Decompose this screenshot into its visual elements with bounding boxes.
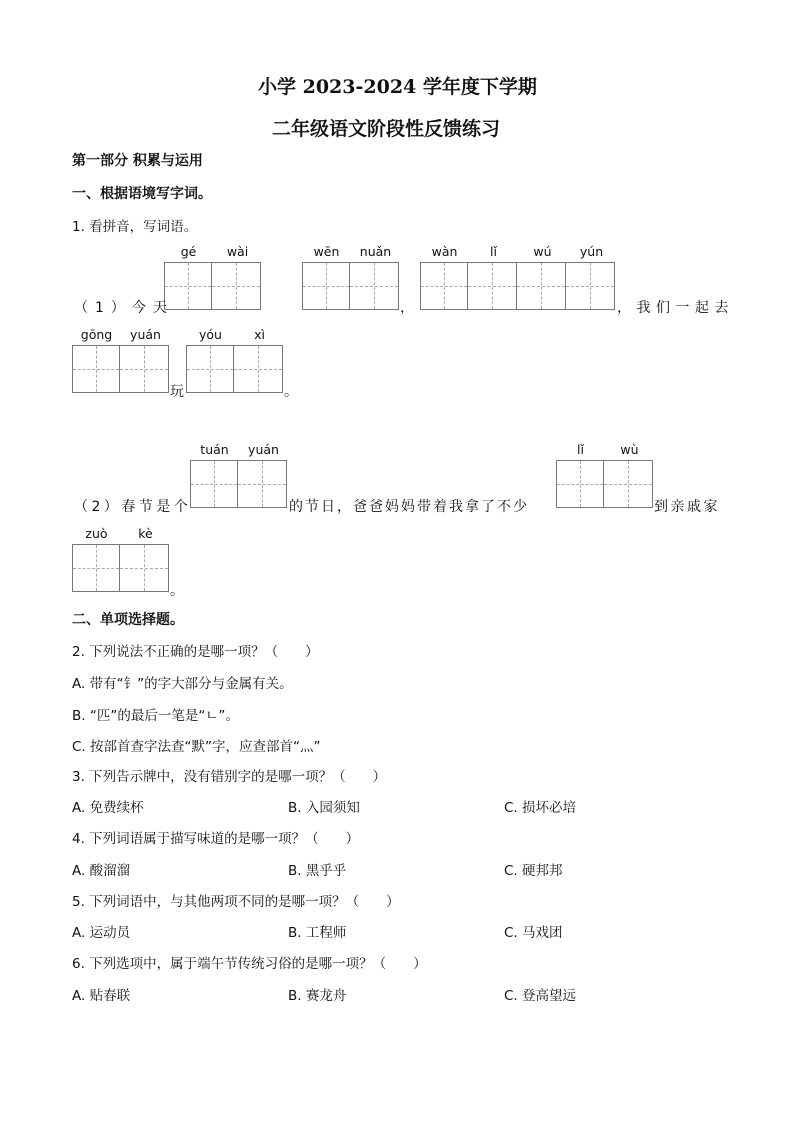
writing-cell[interactable] [120,345,169,393]
sentence1-prefix: （1）今天 [74,300,174,316]
writing-cell[interactable] [420,262,468,310]
section1-heading: 一、根据语境写字词。 [72,186,212,202]
pinyin: wēn [313,244,340,259]
pinyin: kè [138,526,153,541]
writing-cell[interactable] [468,262,517,310]
pinyin: wú [533,244,552,259]
section2-heading: 二、单项选择题。 [72,612,184,628]
pinyin-row-gewai [164,244,262,259]
option-a[interactable]: A. 免费续杯 [72,800,144,816]
pinyin: wù [620,442,639,457]
pinyin: yún [579,244,604,259]
writing-grid-zuoke[interactable] [72,544,169,592]
pinyin: tuán [200,442,229,457]
sentence1-play: 玩 [170,384,184,400]
option-b[interactable]: B. 黑乎乎 [288,863,347,879]
option-b[interactable]: B. 入园须知 [288,800,360,816]
option-c[interactable]: C. 按部首查字法查“默”字，应查部首“灬” [72,739,321,755]
page-title-line1: 小学 2023-2024 学年度下学期 [258,76,537,98]
pinyin: yóu [199,327,222,342]
pinyin: gé [180,244,197,259]
option-a[interactable]: A. 带有“钅”的字大部分与金属有关。 [72,676,293,692]
question-stem: 3. 下列告示牌中，没有错别字的是哪一项？（ ） [72,769,387,785]
sentence2-prefix: （2）春节是个 [74,499,192,515]
writing-cell[interactable] [72,345,120,393]
option-c[interactable]: C. 马戏团 [504,925,563,941]
pinyin: lǐ [490,244,497,259]
question-stem: 2. 下列说法不正确的是哪一项？（ ） [72,644,319,660]
pinyin-row-tuanyuan [190,442,288,457]
sentence2-after: 到亲戚家 [654,499,720,515]
writing-cell[interactable] [556,460,604,508]
writing-cell[interactable] [120,544,169,592]
question-stem: 6. 下列选项中，属于端午节传统习俗的是哪一项？（ ） [72,956,427,972]
option-a[interactable]: A. 贴春联 [72,988,131,1004]
writing-grid-gongyuan[interactable] [72,345,169,393]
pinyin: gōng [80,327,113,342]
writing-cell[interactable] [72,544,120,592]
writing-cell[interactable] [190,460,238,508]
option-b[interactable]: B. 赛龙舟 [288,988,347,1004]
writing-grid-liwu[interactable] [556,460,653,508]
pinyin-row-wanliwuyun [420,244,616,259]
writing-cell[interactable] [234,345,283,393]
writing-cell[interactable] [238,460,287,508]
writing-cell[interactable] [566,262,615,310]
writing-cell[interactable] [350,262,399,310]
writing-cell[interactable] [517,262,566,310]
option-b[interactable]: B. 工程师 [288,925,347,941]
sentence2-end: 。 [170,583,184,599]
pinyin-row-zuoke [72,526,170,541]
writing-cell[interactable] [302,262,350,310]
option-c[interactable]: C. 硬邦邦 [504,863,563,879]
question-stem: 4. 下列词语属于描写味道的是哪一项？（ ） [72,831,360,847]
writing-cell[interactable] [186,345,234,393]
sentence1-end: 。 [284,384,298,400]
q1-stem: 1. 看拼音，写词语。 [72,219,198,235]
writing-cell[interactable] [212,262,261,310]
sentence1-mid: ，我们一起去 [617,300,734,316]
writing-grid-youxi[interactable] [186,345,283,393]
part-label: 第一部分 积累与运用 [72,153,203,169]
pinyin: yuán [248,442,279,457]
pinyin-row-wennuan [302,244,400,259]
sentence1-comma: ， [400,300,414,316]
option-c[interactable]: C. 损坏必培 [504,800,577,816]
pinyin: zuò [85,526,108,541]
sentence2-mid: 的节日，爸爸妈妈带着我拿了不少 [289,499,529,515]
option-c[interactable]: C. 登高望远 [504,988,577,1004]
pinyin: nuǎn [359,244,392,259]
pinyin-row-liwu [556,442,654,457]
pinyin: xì [254,327,265,342]
writing-cell[interactable] [604,460,653,508]
pinyin-row-youxi [186,327,284,342]
pinyin: wàn [431,244,458,259]
writing-grid-tuanyuan[interactable] [190,460,287,508]
pinyin: wài [226,244,249,259]
writing-grid-wanliwuyun[interactable] [420,262,615,310]
page-title-line2: 二年级语文阶段性反馈练习 [272,118,501,140]
option-a[interactable]: A. 酸溜溜 [72,863,131,879]
option-a[interactable]: A. 运动员 [72,925,131,941]
writing-grid-gewai[interactable] [164,262,261,310]
question-stem: 5. 下列词语中，与其他两项不同的是哪一项？（ ） [72,894,400,910]
pinyin: lǐ [577,442,584,457]
writing-grid-wennuan[interactable] [302,262,399,310]
pinyin-row-gongyuan [72,327,170,342]
pinyin: yuán [130,327,161,342]
option-b[interactable]: B. “匹”的最后一笔是“ㄴ”。 [72,708,239,724]
